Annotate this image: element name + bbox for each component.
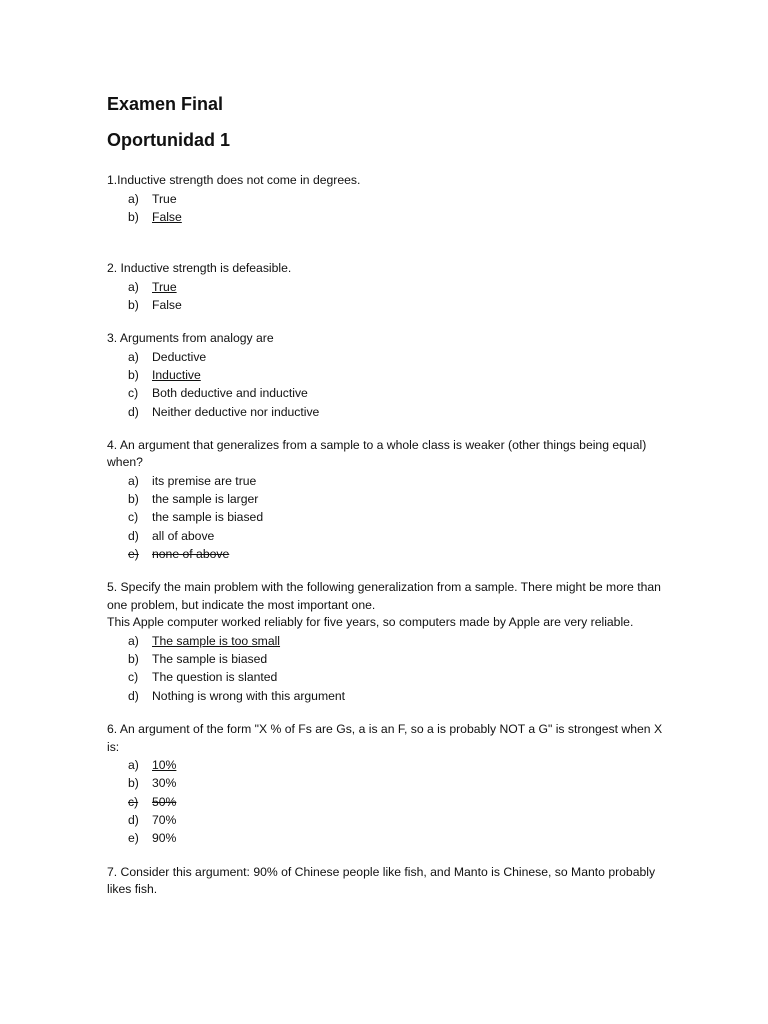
option-letter: b) [128,652,139,667]
option-item [107,384,667,402]
option-list [107,632,667,705]
option-letter: c) [128,510,139,525]
question-5 [107,579,667,705]
question-text: 3. Arguments from analogy are [107,331,274,346]
option-text: 10% [152,758,177,773]
option-list [107,348,667,421]
question-7 [107,864,667,899]
option-letter: e) [128,547,139,562]
option-letter: b) [128,492,139,507]
option-letter: b) [128,209,139,224]
exam-subtitle: Oportunidad 1 [107,130,230,150]
option-letter: b) [128,297,139,312]
option-item [107,811,667,829]
option-item-selected [107,208,667,226]
question-6 [107,721,667,847]
option-letter: a) [128,473,139,488]
option-letter: c) [128,794,139,809]
option-item [107,472,667,490]
option-text: True [152,279,177,294]
option-letter: c) [128,670,139,685]
option-letter: d) [128,528,139,543]
option-letter: a) [128,191,139,206]
option-text: 30% [152,776,177,791]
option-text: True [152,191,177,206]
option-item [107,650,667,668]
option-text: Nothing is wrong with this argument [152,688,346,703]
option-item [107,296,667,314]
option-item [107,508,667,526]
option-item [107,348,667,366]
question-argument: This Apple computer worked reliably for five years, so computers made by Apple are very reliable. [107,615,634,630]
option-text: The sample is too small [152,633,281,648]
option-item-selected [107,756,667,774]
question-3 [107,330,667,421]
option-list [107,190,667,227]
option-letter: a) [128,633,139,648]
option-letter: a) [128,279,139,294]
option-text: Inductive [152,367,201,382]
option-letter: a) [128,349,139,364]
option-item [107,403,667,421]
option-item [107,190,667,208]
option-text: all of above [152,528,215,543]
option-item [107,687,667,705]
option-text: its premise are true [152,473,257,488]
option-item [107,490,667,508]
option-item-selected [107,366,667,384]
option-item-selected [107,632,667,650]
option-item [107,668,667,686]
option-letter: d) [128,404,139,419]
option-text: the sample is larger [152,492,259,507]
option-text: the sample is biased [152,510,264,525]
option-letter: a) [128,758,139,773]
option-text: Neither deductive nor inductive [152,404,320,419]
option-item [107,774,667,792]
option-item-struck [107,545,667,563]
option-list [107,472,667,563]
option-list [107,278,667,315]
option-text: False [152,209,182,224]
question-list [107,172,667,899]
option-letter: d) [128,812,139,827]
option-letter: e) [128,831,139,846]
option-text: 50% [152,794,177,809]
question-2 [107,260,667,314]
option-letter: b) [128,367,139,382]
question-text: 6. An argument of the form "X % of Fs are Gs, a is an F, so a is probably NOT a G" is strongest when X is: [107,722,663,754]
question-text: 7. Consider this argument: 90% of Chinese people like fish, and Manto is Chinese, so Manto probably likes fish. [107,864,656,897]
option-text: Both deductive and inductive [152,386,308,401]
option-item-struck [107,793,667,811]
exam-page [107,92,667,899]
option-letter: b) [128,776,139,791]
option-item [107,829,667,847]
question-text: 4. An argument that generalizes from a sample to a whole class is weaker (other things being equal) when? [107,437,647,470]
option-text: False [152,297,182,312]
option-letter: d) [128,688,139,703]
option-list [107,756,667,847]
question-4 [107,437,667,563]
exam-title: Examen Final [107,94,224,114]
option-item-selected [107,278,667,296]
option-text: The sample is biased [152,652,268,667]
option-text: Deductive [152,349,207,364]
option-text: The question is slanted [152,670,278,685]
question-text: 2. Inductive strength is defeasible. [107,261,292,276]
option-item [107,527,667,545]
option-text: 70% [152,812,177,827]
question-1 [107,172,667,226]
option-letter: c) [128,386,139,401]
question-text: 5. Specify the main problem with the following generalization from a sample. There might be more than one problem, but indicate the most important one. [107,580,661,612]
option-text: 90% [152,831,177,846]
option-text: none of above [152,547,230,562]
question-text: 1.Inductive strength does not come in degrees. [107,173,361,187]
